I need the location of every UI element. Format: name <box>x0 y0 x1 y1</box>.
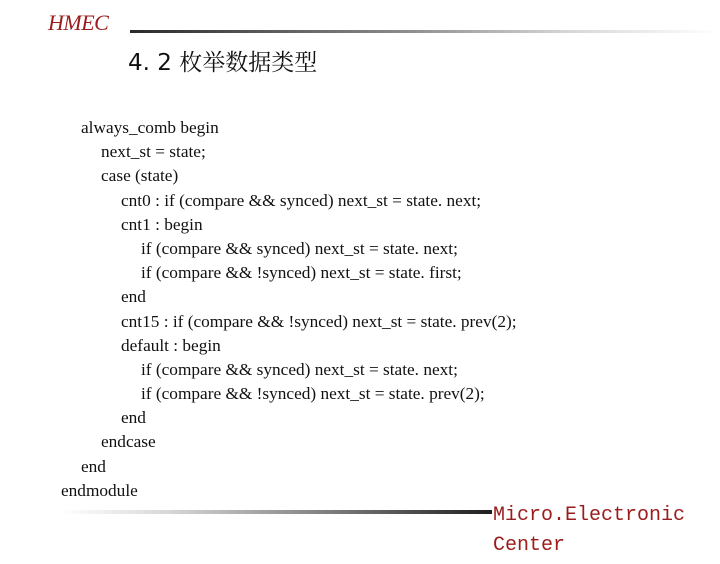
code-line: end <box>121 408 146 428</box>
code-line: default : begin <box>121 335 221 355</box>
code-line: always_comb begin <box>81 118 219 137</box>
code-line: if (compare && !synced) next_st = state. prev(2); <box>141 384 485 404</box>
code-line: case (state) <box>101 166 179 186</box>
footer-line-1: Micro.Electronic <box>493 504 686 527</box>
footer-line-2: Center <box>493 534 566 557</box>
code-line: next_st = state; <box>101 142 206 162</box>
code-line: if (compare && synced) next_st = state. next; <box>141 238 458 258</box>
code-line: end <box>121 287 146 307</box>
code-line: cnt1 : begin <box>121 214 203 234</box>
code-block <box>0 116 680 503</box>
code-line: endmodule <box>61 480 138 500</box>
slide-title: 4. 2 枚举数据类型 <box>128 50 318 76</box>
code-line: end <box>81 456 106 476</box>
footer-text <box>493 504 685 564</box>
code-line: if (compare && synced) next_st = state. next; <box>141 359 458 379</box>
code-line: if (compare && !synced) next_st = state. first; <box>141 263 462 283</box>
logo: HMEC <box>48 10 109 35</box>
header-divider <box>130 30 720 33</box>
code-line: cnt0 : if (compare && synced) next_st = state. next; <box>121 190 482 210</box>
footer-divider <box>60 510 492 514</box>
code-line: endcase <box>101 432 156 452</box>
code-line: cnt15 : if (compare && !synced) next_st = state. prev(2); <box>121 311 517 331</box>
